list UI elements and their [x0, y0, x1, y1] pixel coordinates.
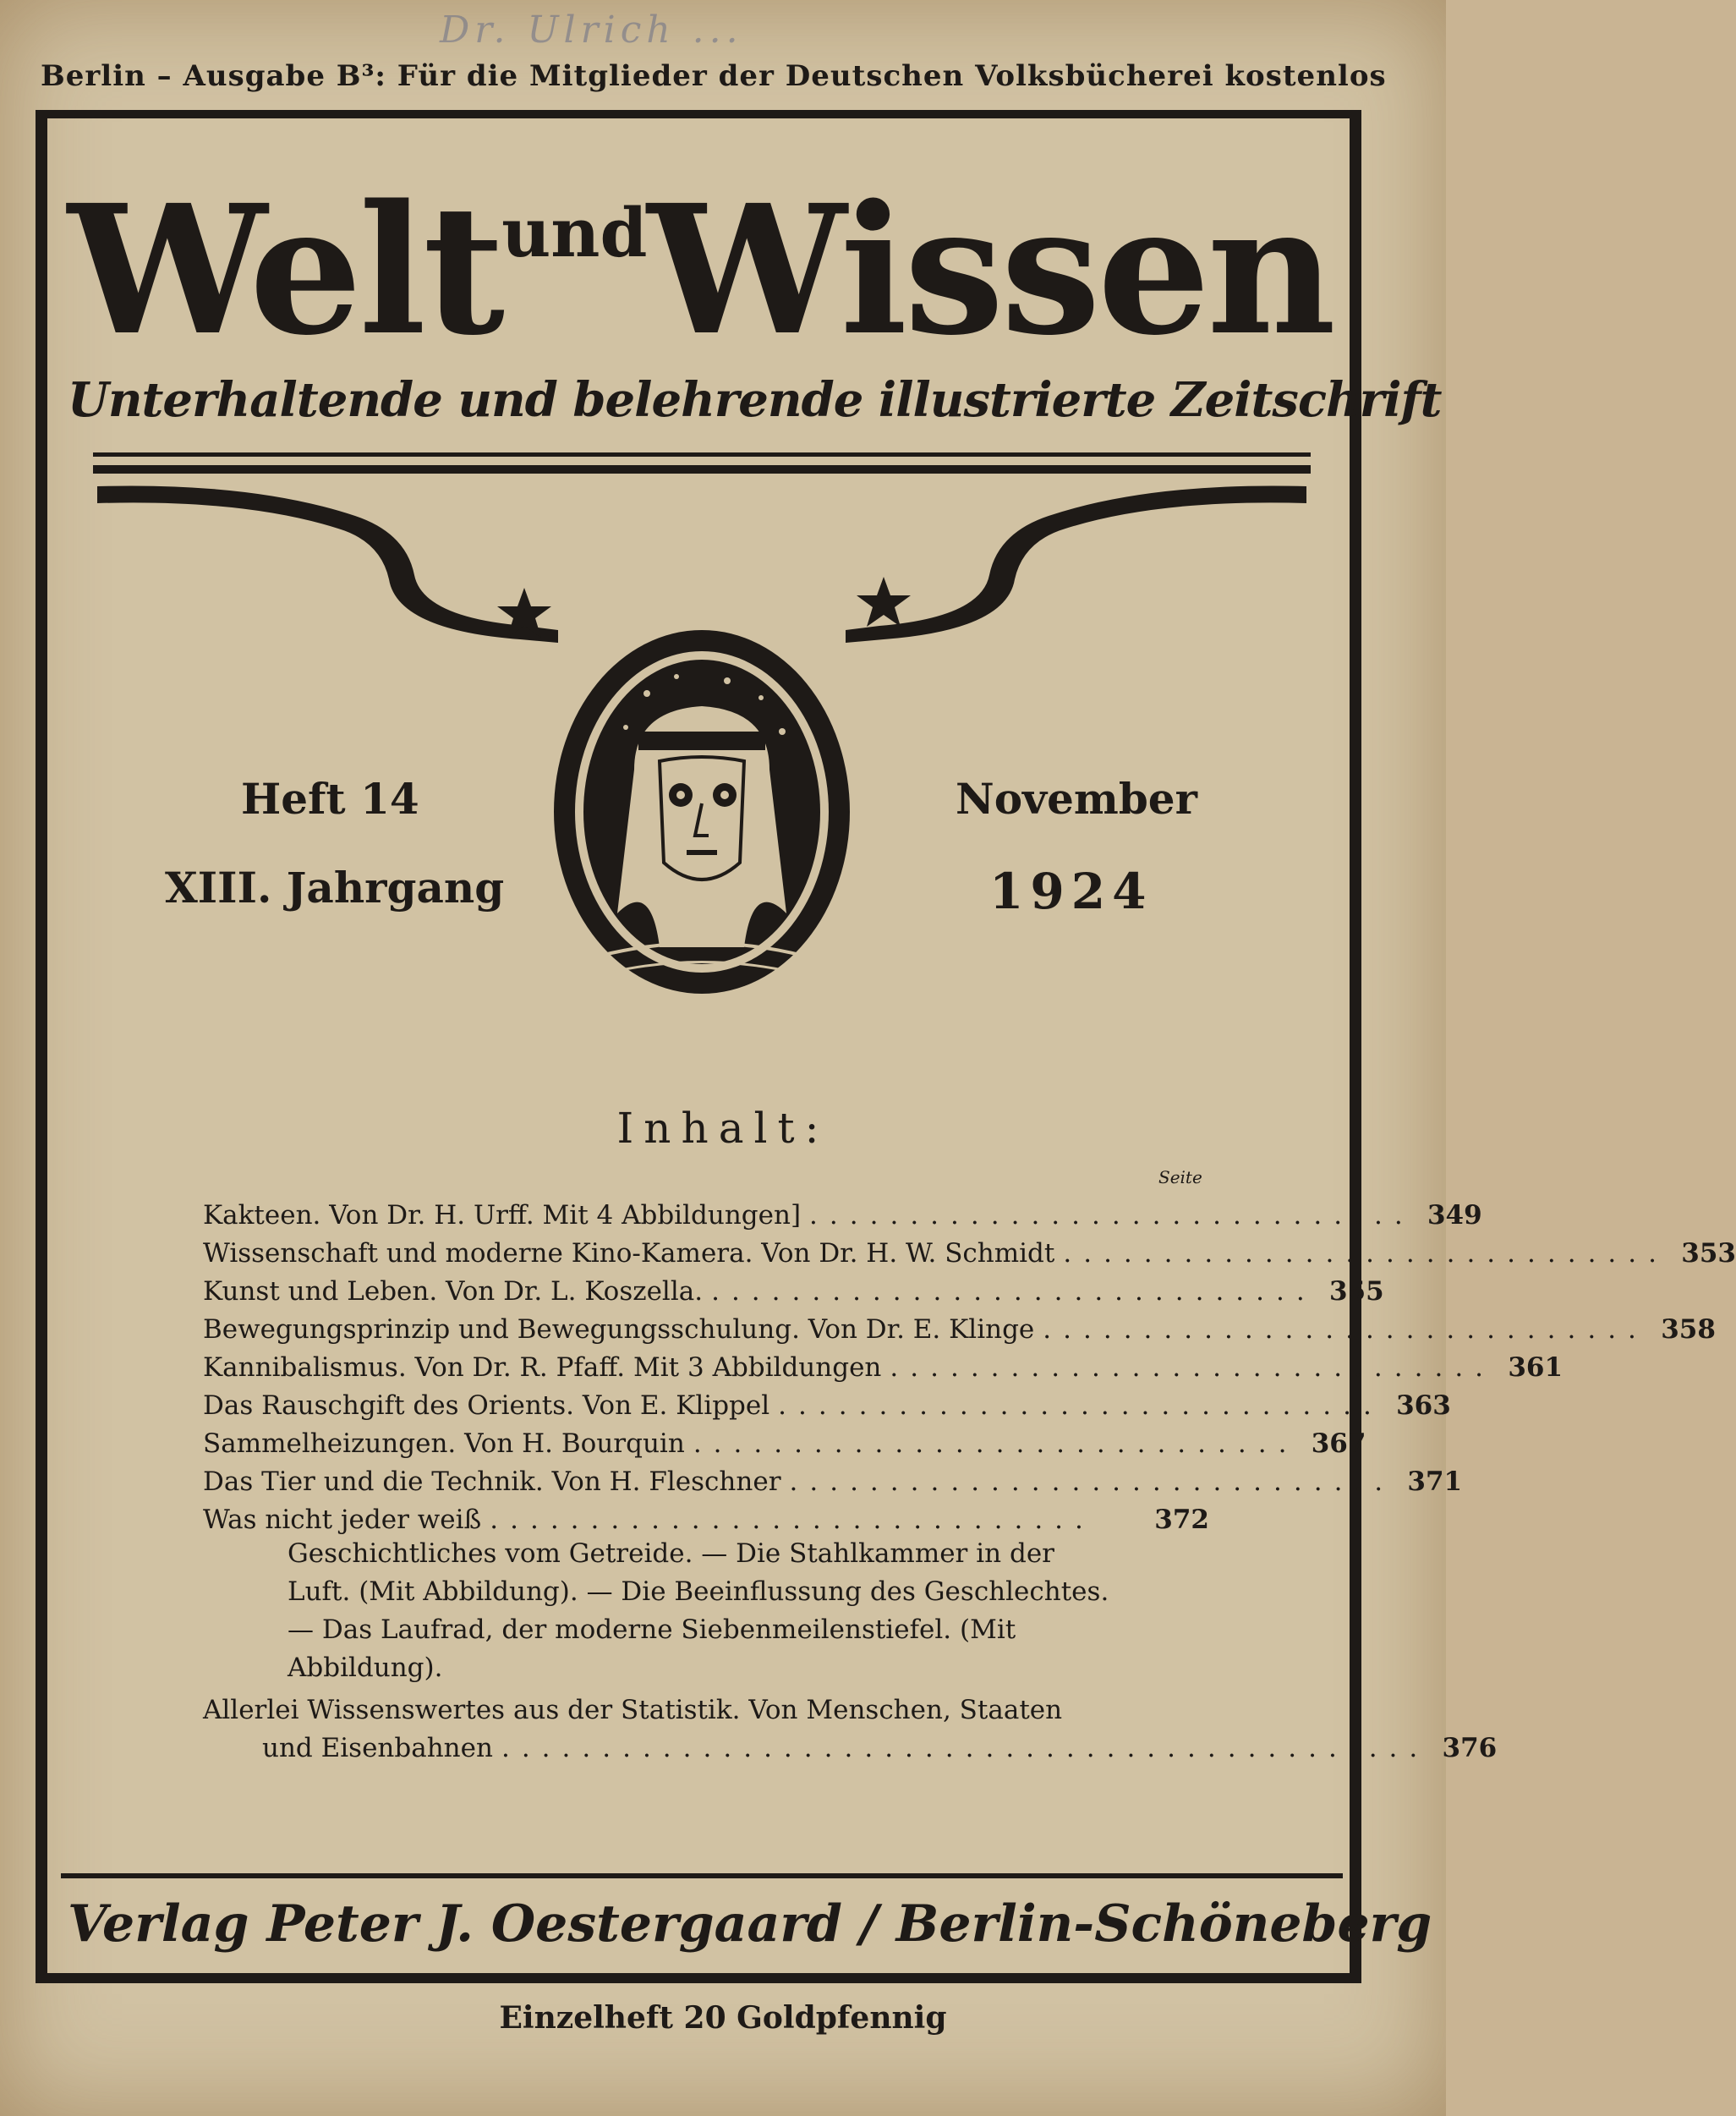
issue-year: 1924	[989, 863, 1153, 920]
footer-rule-bottom	[36, 1973, 1361, 1983]
issue-month: November	[956, 774, 1197, 824]
scroll-ornament-right	[846, 485, 1306, 643]
footer-rule	[61, 1873, 1343, 1878]
issue-number: Heft 14	[241, 774, 419, 824]
toc-entry: Wissenschaft und moderne Kino-Kamera. Von Dr. H. W. Schmidt .............................. 353	[203, 1238, 1736, 1269]
toc-entry: Bewegungsprinzip und Bewegungsschulung. Von Dr. E. Klinge .............................. 358	[203, 1314, 1716, 1345]
toc-entry-continuation: und Eisenbahnen .............................................. 376	[262, 1733, 1498, 1763]
edition-line: Berlin – Ausgabe B³: Für die Mitglieder der Deutschen Volksbücherei kostenlos	[41, 59, 1387, 93]
masthead-subtitle: Unterhaltende und belehrende illustrierte Zeitschrift	[68, 372, 1442, 428]
toc-entry: Das Rauschgift des Orients. Von E. Klippel .............................. 363	[203, 1390, 1451, 1421]
title-connector: und	[501, 193, 648, 272]
page-column-label: Seite	[1158, 1167, 1202, 1187]
toc-entry: Was nicht jeder weiß .............................. 372	[203, 1505, 1209, 1535]
toc-entry: Sammelheizungen. Von H. Bourquin .............................. 367	[203, 1428, 1366, 1459]
price-line: Einzelheft 20 Goldpfennig	[499, 2000, 947, 2036]
handwritten-note: Dr. Ulrich ...	[440, 8, 743, 52]
star-icon	[857, 577, 911, 627]
toc-entry: Kakteen. Von Dr. H. Urff. Mit 4 Abbildungen] .............................. 349	[203, 1200, 1482, 1231]
toc-entry: Allerlei Wissenswertes aus der Statistik. Von Menschen, Staaten	[203, 1695, 1063, 1725]
double-rule	[93, 452, 1311, 474]
pharaoh-medallion	[554, 630, 850, 994]
title-part1: Welt	[68, 166, 502, 375]
toc-sub-entry: Geschichtliches vom Getreide. — Die Stahlkammer in der Luft. (Mit Abbildung). — Die Beeinflussung des Geschlechtes. — Das Laufrad, der moderne Siebenmeilenstiefel. (Mit Abbildung).	[288, 1538, 1109, 1683]
table-of-contents	[203, 1192, 1736, 1763]
toc-entry: Kannibalismus. Von Dr. R. Pfaff. Mit 3 Abbildungen .............................. 361	[203, 1352, 1563, 1383]
publisher-line: Verlag Peter J. Oestergaard / Berlin-Schöneberg	[68, 1894, 1432, 1954]
title-part2: Wissen	[647, 166, 1333, 375]
scroll-ornament-left	[97, 485, 558, 643]
toc-entry: Kunst und Leben. Von Dr. L. Koszella. .............................. 355	[203, 1276, 1384, 1307]
toc-heading: Inhalt:	[616, 1104, 830, 1153]
toc-entry: Das Tier und die Technik. Von H. Fleschner .............................. 371	[203, 1466, 1463, 1497]
masthead-title	[68, 127, 1333, 375]
volume-year: XIII. Jahrgang	[165, 863, 505, 913]
